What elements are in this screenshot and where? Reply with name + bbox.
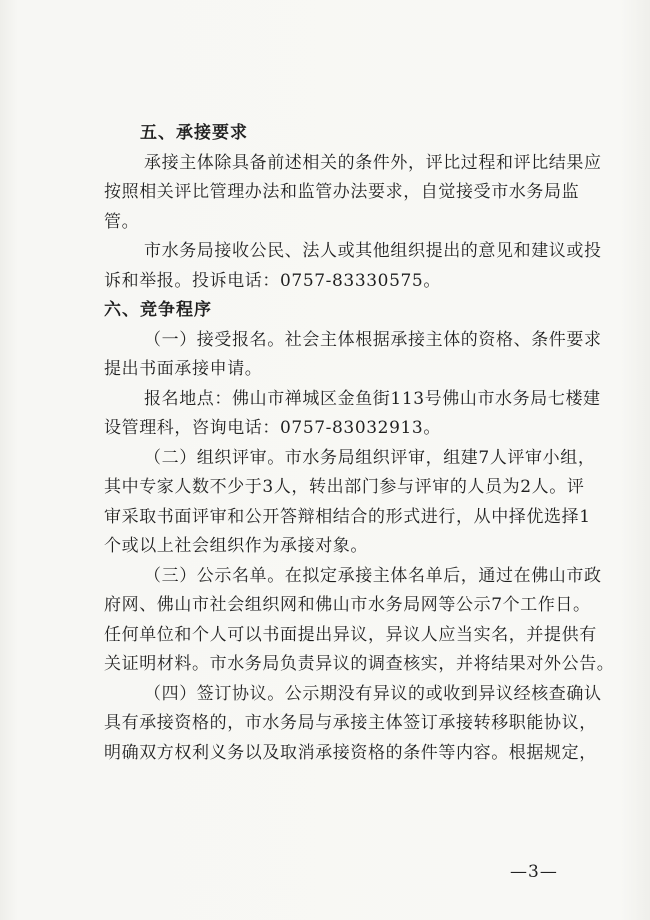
paragraph-line: 府网、佛山市社会组织网和佛山市水务局网等公示7个工作日。 <box>104 595 591 615</box>
paragraph-line: 报名地点：佛山市禅城区金鱼街113号佛山市水务局七楼建 <box>144 388 601 409</box>
paragraph-line: （四）签订协议。公示期没有异议的或收到异议经核查确认 <box>144 683 602 704</box>
paragraph-line: 管。 <box>104 211 140 232</box>
paragraph-line: 承接主体除具备前述相关的条件外，评比过程和评比结果应 <box>144 152 602 173</box>
paragraph-line: 明确双方权利义务以及取消承接资格的条件等内容。根据规定， <box>104 742 597 763</box>
paragraph-line: 审采取书面评审和公开答辩相结合的形式进行，从中择优选择1 <box>104 506 591 527</box>
paragraph-line: 诉和举报。投诉电话：0757-83330575。 <box>104 270 441 291</box>
paragraph-line: 提出书面承接申请。 <box>104 359 263 379</box>
paragraph-line: 设管理科，咨询电话：0757-83032913。 <box>104 418 441 438</box>
page-number: —3— <box>510 862 558 882</box>
document-body <box>104 119 624 768</box>
paragraph-line: （一）接受报名。社会主体根据承接主体的资格、条件要求 <box>144 329 602 350</box>
section-heading-6: 六、竞争程序 <box>104 300 212 320</box>
section-heading-5: 五、承接要求 <box>140 123 248 143</box>
paragraph-line: 关证明材料。市水务局负责异议的调查核实，并将结果对外公告。 <box>104 654 615 674</box>
paragraph-line: 任何单位和个人可以书面提出异议，异议人应当实名，并提供有 <box>104 624 597 645</box>
paragraph-line: 市水务局接收公民、法人或其他组织提出的意见和建议或投 <box>144 241 602 261</box>
paragraph-line: 按照相关评比管理办法和监管办法要求，自觉接受市水务局监 <box>104 182 580 202</box>
paragraph-line: （二）组织评审。市水务局组织评审，组建7人评审小组， <box>144 447 596 468</box>
paragraph-line: 其中专家人数不少于3人，转出部门参与评审的人员为2人。评 <box>104 477 585 497</box>
paragraph-line: 具有承接资格的，市水务局与承接主体签订承接转移职能协议， <box>104 713 597 733</box>
paragraph-line: （三）公示名单。在拟定承接主体名单后，通过在佛山市政 <box>144 565 602 586</box>
paragraph-line: 个或以上社会组织作为承接对象。 <box>104 536 368 556</box>
